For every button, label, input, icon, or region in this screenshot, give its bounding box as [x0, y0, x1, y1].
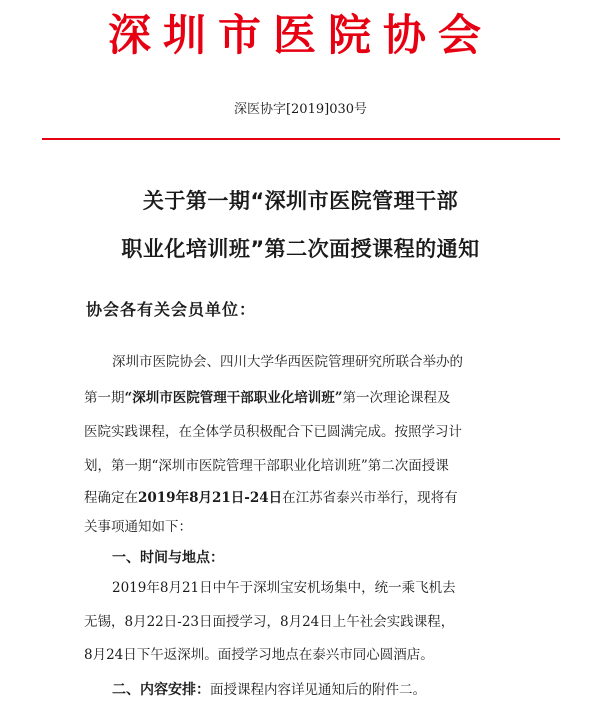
- paragraph-text: 第一期: [84, 390, 125, 406]
- document-number: 深医协字[2019]030号: [233, 102, 368, 117]
- training-class-name: “深圳市医院管理干部职业化培训班”: [124, 390, 343, 406]
- paragraph-text: 第一次理论课程及: [342, 390, 451, 406]
- paragraph-line: 深圳市医院协会、四川大学华西医院管理研究所联合举办的: [112, 354, 463, 370]
- paragraph-line: 2019年8月21日中午于深圳宝安机场集中，统一乘飞机去: [112, 580, 456, 596]
- paragraph-line: 医院实践课程，在全体学员积极配合下已圆满完成。按照学习计: [84, 424, 462, 440]
- letterhead-divider: [42, 138, 560, 140]
- paragraph-text: 程确定在: [84, 490, 138, 506]
- org-letterhead: 深圳市医院协会: [108, 11, 493, 61]
- paragraph-line: 划，第一期“深圳市医院管理干部职业化培训班”第二次面授课: [84, 458, 449, 474]
- notice-title-line-2: 职业化培训班”第二次面授课程的通知: [121, 237, 480, 261]
- paragraph-text: 面授课程内容详见通知后的附件二。: [210, 682, 426, 698]
- paragraph-line: [84, 388, 514, 408]
- section-heading-content: 二、内容安排：: [112, 682, 210, 698]
- paragraph-line: 无锡，8月22日-23日面授学习，8月24日上午社会实践课程，: [84, 614, 455, 630]
- paragraph-line: 8月24日下午返深圳。面授学习地点在泰兴市同心圆酒店。: [84, 647, 434, 663]
- paragraph-line: 关事项通知如下：: [84, 519, 192, 535]
- paragraph-text: 在江苏省泰兴市举行，现将有: [282, 490, 458, 506]
- notice-title-line-1: 关于第一期“深圳市医院管理干部: [142, 189, 459, 213]
- paragraph-line: [84, 488, 514, 508]
- paragraph-line: [112, 680, 542, 700]
- salutation: 协会各有关会员单位：: [86, 300, 257, 319]
- section-heading-time-place: 一、时间与地点：: [112, 550, 224, 566]
- course-dates: 2019年8月21日-24日: [138, 490, 283, 506]
